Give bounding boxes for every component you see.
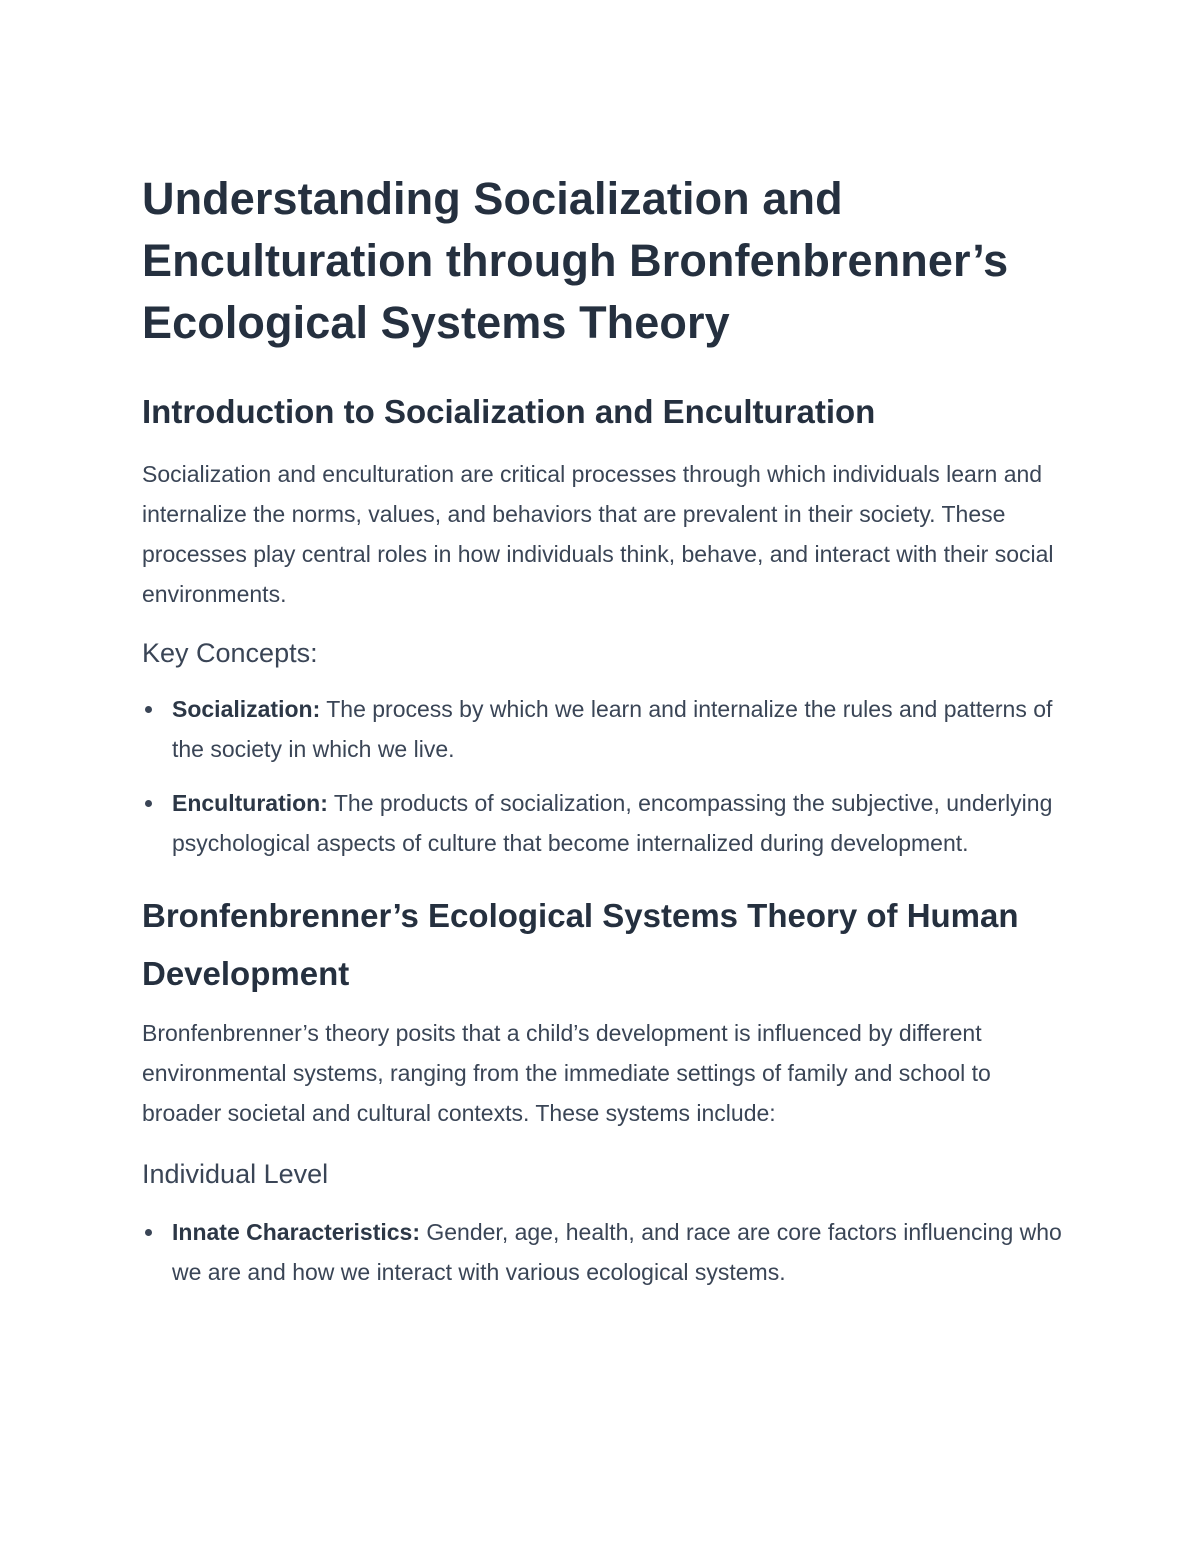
theory-paragraph: Bronfenbrenner’s theory posits that a child’s development is influenced by different environmental systems, ranging from the immediate settings of family and school to broader societal and cultural contexts. These systems include: xyxy=(142,1020,991,1126)
definition-innate-characteristics: Gender, age, health, and race are core factors influencing who we are and how we interact with various ecological systems. xyxy=(172,1219,1062,1285)
bullet-icon xyxy=(145,706,152,713)
key-concepts-list xyxy=(142,689,1062,863)
list-item-enculturation xyxy=(142,783,1062,863)
list-item-innate-characteristics xyxy=(142,1212,1062,1292)
term-innate-characteristics: Innate Characteristics: xyxy=(172,1219,420,1245)
introduction-paragraph: Socialization and enculturation are critical processes through which individuals learn and internalize the norms, values, and behaviors that are prevalent in their society. These processes play central roles in how individuals think, behave, and interact with their social environments. xyxy=(142,461,1054,607)
individual-level-heading: Individual Level xyxy=(142,1159,329,1189)
bullet-icon xyxy=(145,1229,152,1236)
document-page xyxy=(142,168,1062,1306)
section-heading-introduction: Introduction to Socialization and Enculturation xyxy=(142,393,876,430)
document-title: Understanding Socialization and Enculturation through Bronfenbrenner’s Ecological Systems Theory xyxy=(142,173,1009,348)
definition-socialization: The process by which we learn and internalize the rules and patterns of the society in which we live. xyxy=(172,696,1053,762)
list-item-socialization xyxy=(142,689,1062,769)
definition-enculturation: The products of socialization, encompassing the subjective, underlying psychological aspects of culture that become internalized during development. xyxy=(172,790,1053,856)
term-enculturation: Enculturation: xyxy=(172,790,328,816)
section-heading-ecological-theory: Bronfenbrenner’s Ecological Systems Theory of Human Development xyxy=(142,897,1019,992)
key-concepts-heading: Key Concepts: xyxy=(142,638,318,668)
individual-level-list xyxy=(142,1212,1062,1292)
term-socialization: Socialization: xyxy=(172,696,321,722)
bullet-icon xyxy=(145,800,152,807)
